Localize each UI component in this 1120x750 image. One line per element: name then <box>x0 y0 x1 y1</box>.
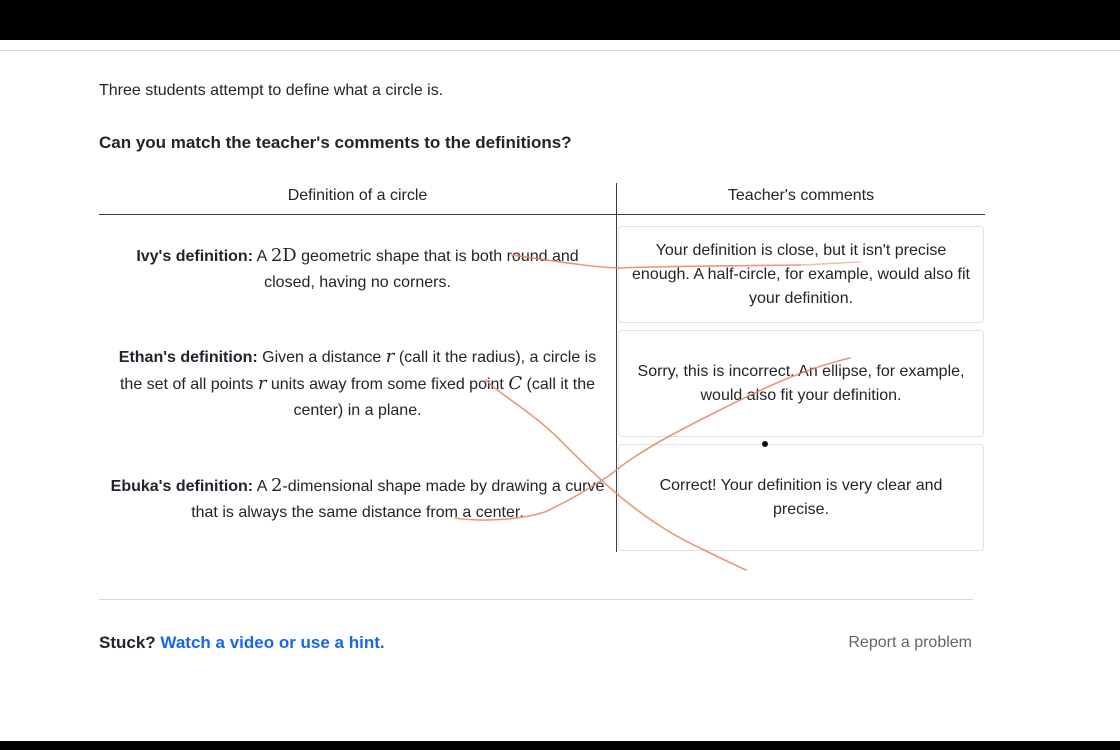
definition-ivy <box>109 243 606 296</box>
matching-table <box>99 183 985 553</box>
definition-ethan <box>109 344 606 424</box>
comment-text: Sorry, this is incorrect. An ellipse, for example, would also fit your definition. <box>637 362 965 404</box>
math-variable: r <box>385 346 395 367</box>
comment-text: Correct! Your definition is very clear and precise. <box>659 476 943 518</box>
header-comments: Teacher's comments <box>727 187 875 204</box>
bottom-black-bar <box>0 741 1120 750</box>
definition-name: Ebuka's definition: <box>110 478 254 495</box>
comment-card[interactable] <box>618 226 984 323</box>
math-variable: C <box>508 373 523 394</box>
definition-name: Ivy's definition: <box>136 248 254 265</box>
math-expression: 2D <box>270 245 297 266</box>
definition-name: Ethan's definition: <box>118 349 258 366</box>
comment-text: Your definition is close, but it isn't precise enough. A half-circle, for example, would also fit your definition. <box>632 241 970 307</box>
column-divider <box>616 183 617 552</box>
header-definition: Definition of a circle <box>287 187 428 204</box>
stuck-prompt <box>99 633 385 653</box>
definition-text: (call it the center) in a plane. <box>293 376 596 419</box>
definition-text: -dimensional shape made by drawing a curve that is always the same distance from a center. <box>191 478 605 521</box>
math-variable: r <box>257 373 267 394</box>
hint-link[interactable]: Watch a video or use a hint. <box>160 633 385 652</box>
intro-text: Three students attempt to define what a circle is. <box>99 82 444 99</box>
definition-text: A <box>253 478 271 495</box>
definition-text: A <box>253 248 271 265</box>
header-rule <box>99 214 985 215</box>
comment-card[interactable] <box>618 330 984 437</box>
header-divider <box>0 50 1120 51</box>
report-problem-link[interactable]: Report a problem <box>848 634 972 651</box>
footer-divider <box>99 599 973 600</box>
question-text: Can you match the teacher's comments to the definitions? <box>99 133 572 152</box>
definition-text: units away from some fixed point <box>266 376 509 393</box>
comment-card[interactable] <box>618 444 984 551</box>
math-expression: 2 <box>270 475 283 496</box>
top-black-bar <box>0 0 1120 40</box>
stuck-label: Stuck? <box>99 633 156 652</box>
definition-text: geometric shape that is both round and closed, having no corners. <box>264 248 579 291</box>
definition-ebuka <box>109 473 606 526</box>
definition-text: (call it the radius), a circle is the set of all points <box>119 349 597 393</box>
definition-text: Given a distance <box>257 349 386 366</box>
